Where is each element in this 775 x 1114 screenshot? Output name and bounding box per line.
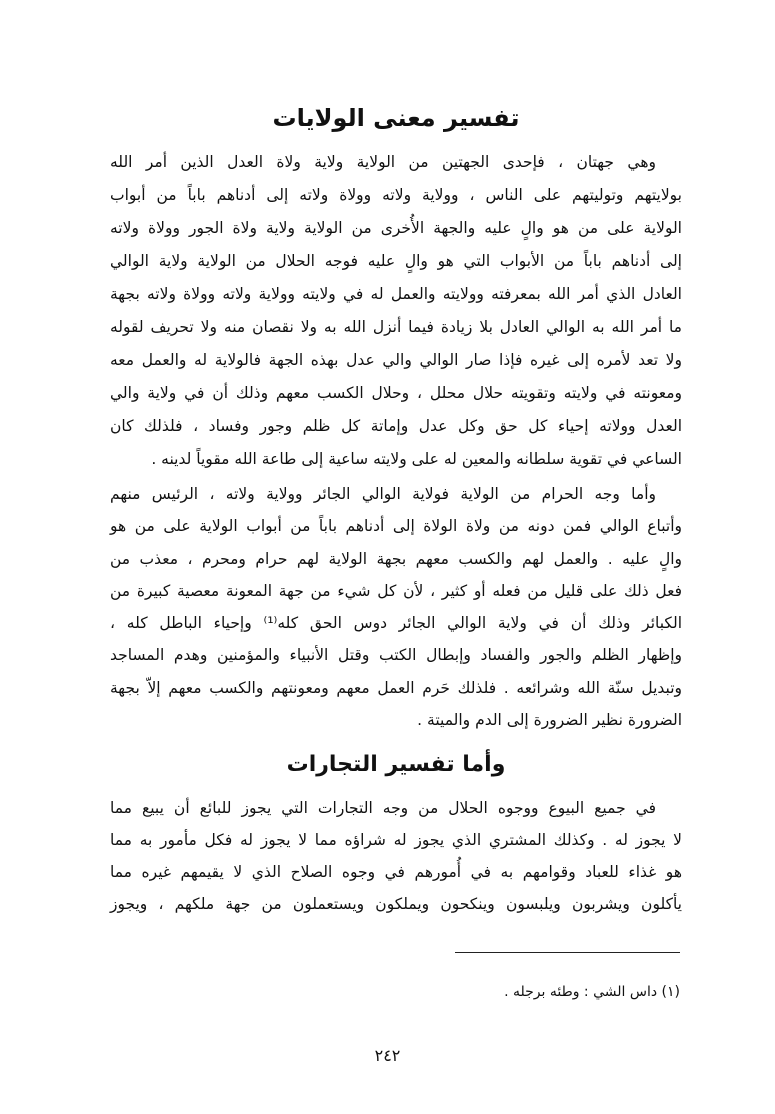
text-line: العادل الذي أمر الله بمعرفته وولايته والعمل له في ولايته وولاية ولاته وولاة ولاته بجهة xyxy=(110,285,682,303)
footnote: (١) داس الشي : وطئه برجله . xyxy=(504,984,680,1000)
paragraph-3 xyxy=(110,792,682,920)
text-line: العدل وولاته إحياء كل حق وكل عدل وإماتة كل ظلم وجور وفساد ، فلذلك كان xyxy=(110,417,682,435)
text-line: وتبديل سنّة الله وشرائعه . فلذلك حَرم العمل معهم ومعونتهم والكسب معهم إلاّ بجهة xyxy=(110,678,682,697)
chapter-title: تفسير معنى الولايات xyxy=(272,104,520,132)
footnote-divider xyxy=(455,952,680,953)
text-line: ومعونته في ولايته وتقويته حلال محلل ، وحلال الكسب معهم وذلك أن في ولاية والي xyxy=(110,384,682,402)
text-line: ولا تعد لأمره إلى غيره فإذا صار الوالي والي عدل بهذه الجهة فالولاية له والعمل معه xyxy=(110,351,682,369)
text-line: وأما وجه الحرام من الولاية فولاية الوالي الجائر وولاية ولاته ، الرئيس منهم xyxy=(110,485,656,503)
text-line: وأتباع الوالي فمن دونه من ولاة الولاة إلى أدناهم باباً من أبواب الولاية على من هو xyxy=(110,517,682,536)
text-line: وإظهار الظلم والجور والفساد وإبطال الكتب وقتل الأنبياء والمؤمنين وهدم المساجد xyxy=(110,646,682,665)
paragraph-2 xyxy=(110,478,682,736)
text-line: الضرورة نظير الضرورة إلى الدم والميتة . xyxy=(417,711,682,730)
text-line: فعل ذلك على قليل من فعله أو كثير ، لأن كل شيء من جهة المعونة معصية كبيرة من xyxy=(110,581,682,600)
text-line: لا يجوز له . وكذلك المشتري الذي يجوز له شراؤه مما لا يجوز له فكل مأمور به مما xyxy=(110,831,682,849)
text-line: في جميع البيوع ووجوه الحلال من وجه التجارات التي يجوز للبائع أن يبيع مما xyxy=(110,799,656,817)
section-heading: وأما تفسير التجارات xyxy=(286,752,506,777)
text-line: الكبائر وذلك أن في ولاية الوالي الجائر دوس الحق كله⁽¹⁾ وإحياء الباطل كله ، xyxy=(110,614,683,633)
text-line: يأكلون ويشربون ويلبسون وينكحون ويملكون ويستعملون من جهة ملكهم ، ويجوز xyxy=(110,895,682,913)
paragraph-1 xyxy=(110,146,682,476)
text-line: ما أمر الله به الوالي العادل بلا زيادة فيما أنزل الله به ولا نقصان منه ولا تحريف لقوله xyxy=(110,318,682,336)
text-line: والٍ عليه . والعمل لهم والكسب معهم بجهة الولاية لهم حرام ومحرم ، معذب من xyxy=(110,549,682,568)
text-line: إلى أدناهم باباً من الأبواب التي هو والٍ عليه فوجه الحلال من الولاية ولاية الوالي xyxy=(110,252,682,270)
text-line: وهي جهتان ، فإحدى الجهتين من الولاية ولاية ولاة العدل الذين أمر الله xyxy=(110,153,656,171)
text-line: الولاية على من هو والٍ عليه والجهة الأُخرى من الولاية ولاية ولاة الجور وولاة ولاته xyxy=(110,219,682,237)
text-line: الساعي في تقوية سلطانه والمعين له على ولايته ساعية إلى طاعة الله مقوياً لدينه . xyxy=(151,450,682,468)
text-line: هو غذاء للعباد وقوامهم به في أُمورهم في وجوه الصلاح الذي لا يقيمهم غيره مما xyxy=(110,863,682,881)
page-number: ٢٤٢ xyxy=(374,1046,401,1065)
text-line: بولايتهم وتوليتهم على الناس ، وولاية ولاته وولاة ولاته إلى أدناهم باباً من أبواب xyxy=(110,186,682,204)
